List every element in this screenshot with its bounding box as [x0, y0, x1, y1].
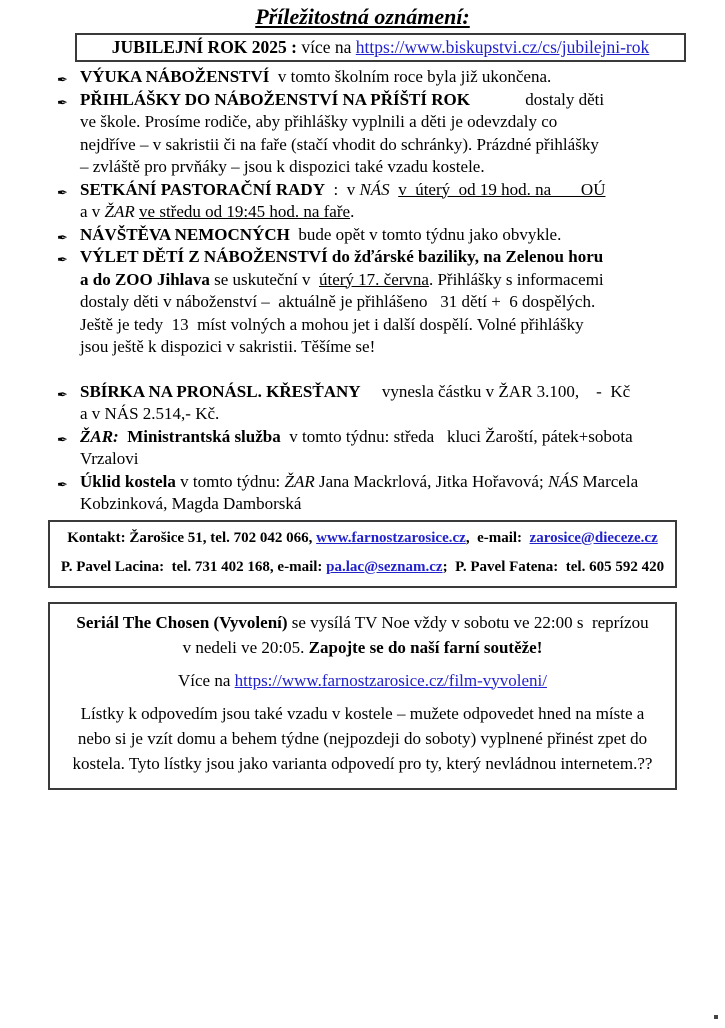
text-run: v tomto školním roce byla již ukončena. — [269, 67, 552, 86]
pen-nib-icon: ✒ — [57, 72, 68, 87]
text-run: úterý 17. června — [318, 269, 429, 289]
jubilee-box — [75, 33, 686, 62]
text-run: NÁS — [359, 179, 390, 199]
chosen-more-link-line — [56, 668, 669, 693]
text-run: nejdříve – v sakristii či na faře (stačí vhodit do schránky). Prázdné přihlášky — [80, 134, 599, 154]
pen-nib-icon: ✒ — [57, 476, 68, 492]
text-run: Více na — [177, 670, 235, 690]
text-run: SBÍRKA NA PRONÁSL. KŘESŤANY — [80, 381, 361, 401]
list-item — [57, 179, 689, 224]
jubilee-text — [112, 37, 649, 57]
announcement-text — [80, 382, 630, 424]
text-run: vynesla částku v ŽAR 3.100, - Kč — [360, 381, 631, 401]
announcement-text — [80, 225, 561, 244]
text-run: Zapojte se do naší farní soutěže! — [308, 637, 543, 657]
list-item — [57, 471, 689, 516]
text-run: ŽAR — [104, 202, 135, 221]
pen-nib-icon: ✒ — [57, 386, 68, 402]
announcement-text — [80, 247, 604, 356]
parish-website-link[interactable]: www.farnostzarosice.cz — [316, 529, 466, 546]
list-item — [57, 426, 689, 471]
text-run: NÁS — [547, 471, 579, 491]
contact-box — [48, 520, 677, 588]
text-run: se uskuteční v — [209, 269, 319, 289]
announcement-text — [80, 427, 633, 469]
list-item — [57, 381, 689, 426]
text-run: bude opět v tomto týdnu jako obvykle. — [289, 224, 562, 244]
chosen-film-link[interactable]: https://www.farnostzarosice.cz/film-vyvoleni/ — [234, 670, 547, 690]
text-run: v úterý od 19 hod. na OÚ — [398, 179, 606, 199]
text-run: . — [350, 202, 355, 221]
text-run: a v NÁS 2.514,- Kč. — [80, 404, 220, 423]
text-run: dostaly děti v náboženství – aktuálně je přihlášeno 31 dětí + 6 dospělých. — [80, 292, 596, 311]
text-run: ŽAR: — [80, 426, 119, 446]
text-run: nebo si je vzít domu a behem týdne (nejpozdeji do soboty) vyplnené přinést zpet do — [77, 728, 648, 748]
text-run: v nedeli ve 20:05. — [182, 637, 309, 657]
contact-line — [52, 559, 673, 576]
text-run: dostaly děti — [469, 89, 605, 109]
text-run: SETKÁNÍ PASTORAČNÍ RADY — [80, 179, 325, 199]
text-run: VÝUKA NÁBOŽENSTVÍ — [80, 67, 270, 86]
lacina-email-link[interactable]: pa.lac@seznam.cz — [326, 558, 443, 575]
text-run: NÁVŠTĚVA NEMOCNÝCH — [80, 224, 290, 244]
text-run — [390, 180, 399, 199]
announcement-text — [80, 90, 604, 177]
list-item — [57, 89, 689, 179]
text-run: ŽAR — [284, 471, 315, 491]
pen-nib-icon: ✒ — [57, 229, 68, 245]
parish-email-link[interactable]: zarosice@dieceze.cz — [529, 529, 658, 546]
announcement-text — [80, 180, 605, 222]
chosen-tickets-paragraph — [56, 701, 669, 776]
announcement-page — [0, 4, 725, 790]
text-run: Seriál The Chosen (Vyvolení) — [76, 612, 288, 632]
text-run: v tomto týdnu: středa kluci Žaroští, pátek+sobota — [280, 426, 633, 446]
text-run: , e-mail: — [465, 529, 530, 546]
text-run — [119, 427, 128, 446]
announcement-text — [80, 67, 551, 86]
announcement-text — [80, 472, 638, 514]
list-item — [57, 246, 689, 359]
scan-artifact-dot — [714, 1015, 718, 1019]
text-run: . Přihlášky s informacemi — [428, 269, 604, 289]
text-run: ; P. Pavel Fatena: tel. 605 592 420 — [442, 558, 665, 575]
announcement-list — [0, 66, 725, 516]
text-run: a do ZOO Jihlava — [80, 269, 210, 289]
text-run: Kontakt: Žarošice 51, tel. 702 042 066, — [67, 529, 317, 546]
list-item — [57, 66, 689, 89]
contact-line — [52, 530, 673, 547]
text-run: JUBILEJNÍ ROK 2025 : — [111, 37, 302, 57]
text-run: : v — [324, 179, 360, 199]
text-run: P. Pavel Lacina: tel. 731 402 168, e-mail: — [60, 558, 327, 575]
text-run: v tomto týdnu: — [175, 471, 285, 491]
text-run: Ministrantská služba — [127, 426, 281, 446]
pen-nib-icon: ✒ — [57, 184, 68, 200]
text-run: Vrzalovi — [80, 449, 139, 468]
pen-nib-icon: ✒ — [57, 252, 68, 267]
text-run: ve středu od 19:45 hod. na faře — [139, 202, 351, 221]
text-run: se vysílá TV Noe vždy v sobotu ve 22:00 s reprízou — [287, 612, 649, 632]
pen-nib-icon: ✒ — [57, 94, 68, 110]
text-run: Marcela — [578, 471, 639, 491]
text-run: PŘIHLÁŠKY DO NÁBOŽENSTVÍ NA PŘÍŠTÍ ROK — [80, 89, 470, 109]
text-run: jsou ještě k dispozici v sakristii. Těšíme se! — [80, 337, 376, 356]
text-run: Úklid kostela — [80, 471, 176, 491]
chosen-intro-text — [56, 610, 669, 660]
text-run: ve škole. Prosíme rodiče, aby přihlášky vyplnili a děti je odevzdaly co — [80, 112, 558, 131]
text-run: Jana Mackrlová, Jitka Hořavová; — [314, 471, 548, 491]
jubilee-year-link[interactable]: https://www.biskupstvi.cz/cs/jubilejni-rok — [355, 37, 650, 57]
text-run: VÝLET DĚTÍ Z NÁBOŽENSTVÍ do žďárské baziliky, na Zelenou horu — [80, 247, 604, 266]
text-run: Lístky k odpovedím jsou také vzadu v kostele – mužete odpovedet hned na míste a — [80, 703, 645, 723]
list-item — [57, 224, 689, 247]
page-title: Příležitostná oznámení: — [255, 4, 470, 29]
pen-nib-icon: ✒ — [57, 431, 68, 447]
text-run: Kobzinková, Magda Damborská — [80, 494, 302, 513]
text-run: a v — [80, 202, 105, 221]
text-run: – zvláště pro prvňáky – jsou k dispozici také vzadu kostele. — [80, 157, 485, 176]
chosen-series-box — [48, 602, 677, 790]
text-run: kostela. Tyto lístky jsou jako varianta odpovedí pro ty, který nevládnou internetem.?? — [72, 753, 653, 773]
text-run: více na — [301, 37, 356, 57]
text-run: Ještě je tedy 13 míst volných a mohou jet i další dospělí. Volné přihlášky — [80, 314, 584, 334]
